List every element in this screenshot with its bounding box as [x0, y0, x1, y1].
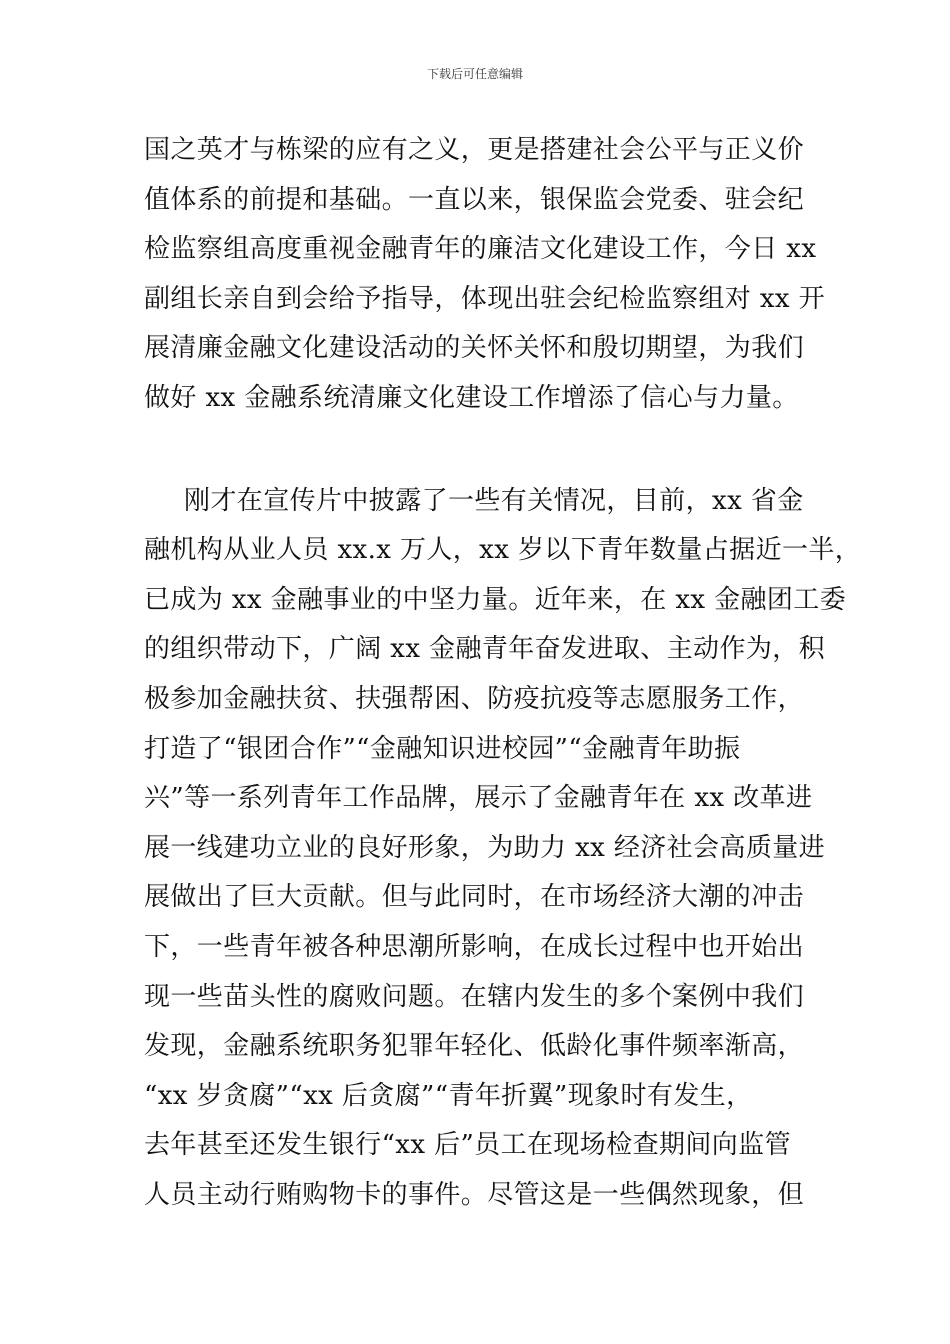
text-line: 去年甚至还发生银行“xx 后”员工在现场检查期间向监管 [144, 1130, 791, 1161]
text-line-indented: 刚才在宣传片中披露了一些有关情况，目前，xx 省金 [184, 485, 804, 516]
text-line: 值体系的前提和基础。一直以来，银保监会党委、驻会纪 [144, 184, 805, 215]
paragraph-1 [144, 126, 824, 424]
text-line: 现一些苗头性的腐败问题。在辖内发生的多个案例中我们 [144, 981, 805, 1012]
text-line: 人员主动行贿购物卡的事件。尽管这是一些偶然现象，但 [144, 1179, 805, 1210]
text-line: 副组长亲自到会给予指导，体现出驻会纪检监察组对 xx 开 [144, 283, 826, 314]
text-line: 展做出了巨大贡献。但与此同时，在市场经济大潮的冲击 [144, 882, 805, 913]
paragraph-2 [144, 477, 862, 1221]
text-line: 兴”等一系列青年工作品牌，展示了金融青年在 xx 改革进 [144, 783, 813, 814]
paragraph-spacer [144, 424, 824, 477]
text-line: 做好 xx 金融系统清廉文化建设工作增添了信心与力量。 [144, 382, 799, 413]
page-header: 下载后可任意编辑 [426, 67, 523, 81]
text-line: 的组织带动下，广阔 xx 金融青年奋发进取、主动作为，积 [144, 634, 826, 665]
text-line: 下，一些青年被各种思潮所影响，在成长过程中也开始出 [144, 931, 805, 962]
text-line: 发现，金融系统职务犯罪年轻化、低龄化事件频率渐高， [144, 1031, 805, 1062]
document-body [144, 126, 862, 1220]
text-line: 国之英才与栋梁的应有之义，更是搭建社会公平与正义价 [144, 135, 805, 165]
text-line: 展一线建功立业的良好形象，为助力 xx 经济社会高质量进 [144, 832, 826, 863]
text-line: 展清廉金融文化建设活动的关怀关怀和殷切期望，为我们 [144, 333, 805, 364]
text-line: 检监察组高度重视金融青年的廉洁文化建设工作，今日 xx [144, 234, 817, 265]
text-line: 极参加金融扶贫、扶强帮困、防疫抗疫等志愿服务工作， [144, 683, 805, 714]
text-line: “xx 岁贪腐”“xx 后贪腐”“青年折翼”现象时有发生， [144, 1080, 753, 1111]
text-line: 已成为 xx 金融事业的中坚力量。近年来，在 xx 金融团工委 [144, 584, 847, 615]
text-line: 融机构从业人员 xx.x 万人，xx 岁以下青年数量占据近一半， [144, 535, 862, 566]
text-line: 打造了“银团合作”“金融知识进校园”“金融青年助振 [144, 733, 741, 764]
